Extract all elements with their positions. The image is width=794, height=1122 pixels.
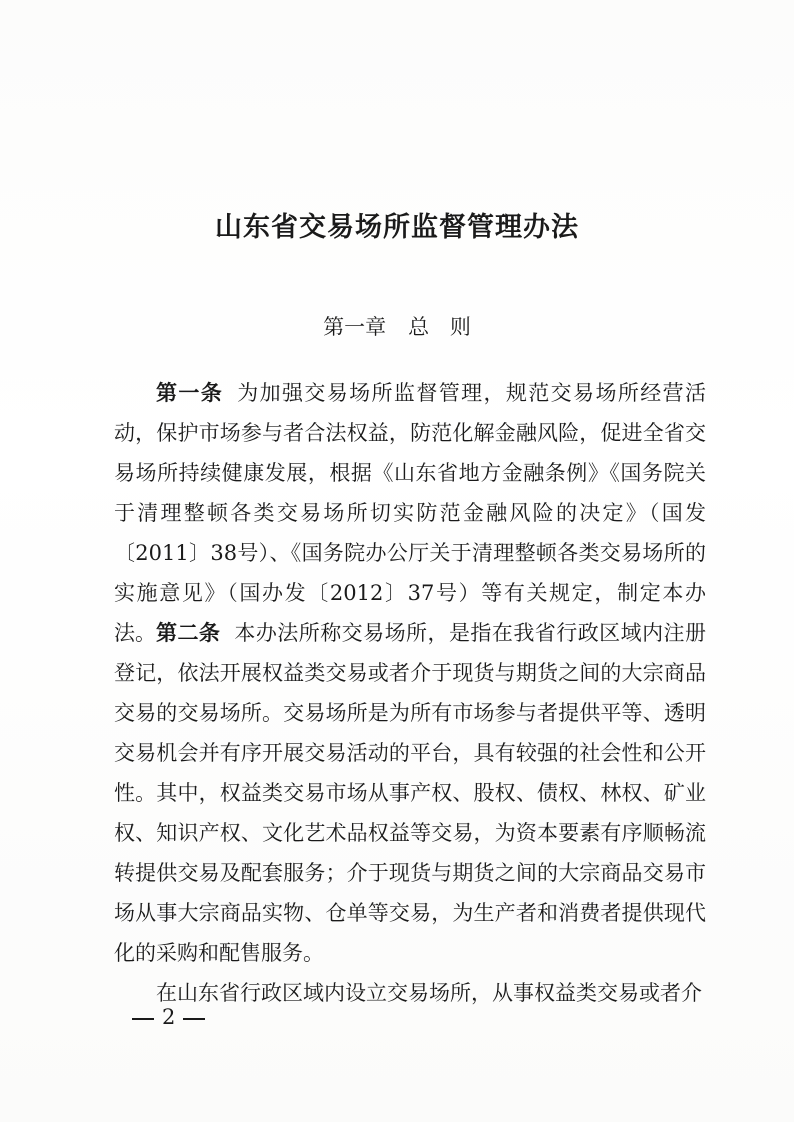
article-2-label: 第二条 — [156, 620, 221, 645]
article-2 — [114, 613, 706, 973]
document-title: 山东省交易场所监督管理办法 — [215, 212, 579, 243]
footer-dash-left — [132, 1018, 154, 1020]
article-1 — [114, 373, 706, 653]
footer-dash-right — [183, 1018, 205, 1020]
chapter-number: 第一章 — [323, 315, 387, 339]
continuation-text: 在山东省行政区域内设立交易场所，从事权益类交易或者介 — [156, 981, 702, 1005]
article-1-text: 为加强交易场所监督管理，规范交易场所经营活动，保护市场参与者合法权益，防范化解金融风险，促进全省交易场所持续健康发展，根据《山东省地方金融条例》《国务院关于清理整顿各类交易场所切实防范金融风险的决定》（国发〔2011〕38号）、《国务院办公厅关于清理整顿各类交易场所的实施意见》（国办发〔2012〕37号）等有关规定，制定本办法。 — [114, 381, 707, 645]
article-2-text: 本办法所称交易场所，是指在我省行政区域内注册登记，依法开展权益类交易或者介于现货与期货之间的大宗商品交易的交易场所。交易场所是为所有市场参与者提供平等、透明交易机会并有序开展交易活动的平台，具有较强的社会性和公开性。其中，权益类交易市场从事产权、股权、债权、林权、矿业权、知识产权、文化艺术品权益等交易，为资本要素有序顺畅流转提供交易及配套服务；介于现货与期货之间的大宗商品交易市场从事大宗商品实物、仓单等交易，为生产者和消费者提供现代化的采购和配售服务。 — [114, 621, 706, 965]
page-number: 2 — [162, 1005, 176, 1029]
page-footer — [124, 1002, 213, 1032]
chapter-heading — [0, 312, 794, 342]
chapter-name: 总 则 — [408, 315, 471, 339]
article-1-label: 第一条 — [156, 380, 224, 405]
